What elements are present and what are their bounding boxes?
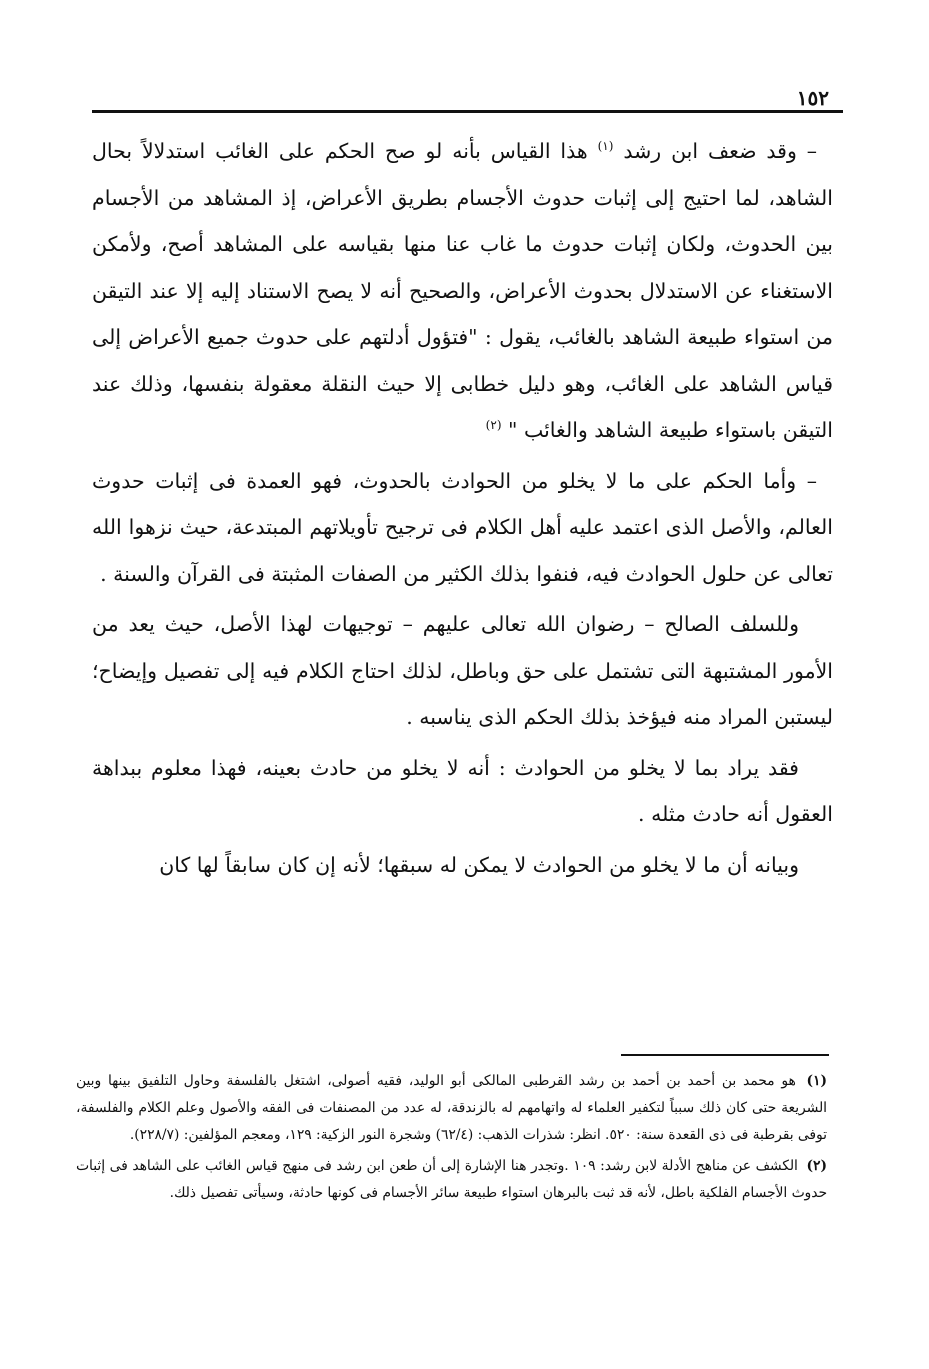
footnote-2 [76,1153,827,1207]
paragraph-4: فقد يراد بما لا يخلو من الحوادث : أنه لا يخلو من حادث بعينه، فهذا معلوم ببداهة العقول أنه حادث مثله . [92,755,833,826]
footnote-rule [621,1054,829,1056]
footnote-ref-1: (١) [597,139,614,154]
header-rule [92,110,843,113]
footnote-2-text: الكشف عن مناهج الأدلة لابن رشد: ١٠٩ .وتجدر هنا الإشارة إلى أن طعن ابن رشد فى منهج قياس الغائب على الشاهد فى إثبات حدوث الأجسام الفلكية باطل، لأنه قد ثبت بالبرهان استواء طبيعة سائر الأجسام فى كونها حادثة، وسيأتى تفصيل ذلك. [76,1158,827,1201]
paragraph-1-text: هذا القياس بأنه لو صح الحكم على الغائب استدلالاً بحال الشاهد، لما احتيج إلى إثبات حدوث الأجسام بطريق الأعراض، إذ المشاهد من الأجسام بين الحدوث، ولكان إثبات حدوث ما غاب عنا منها بقياسه على المشاهد أصح، ولأمكن الاستغناء عن الاستدلال بحدوث الأعراض، والصحيح أنه لا يصح الاستناد إليه إلا عند التيقن من استواء طبيعة الشاهد بالغائب، يقول : "فتؤول أدلتهم على حدوث جميع الأعراض إلى قياس الشاهد على الغائب، وهو دليل خطابى إلا حيث النقلة معقولة بنفسها، وذلك عند التيقن باستواء طبيعة الشاهد والغائب " [92,139,833,442]
paragraph-1 [92,128,833,454]
footnote-1 [76,1068,827,1149]
footnote-ref-2: (٢) [485,418,502,433]
page-number: ١٥٢ [796,86,829,110]
footnote-1-text: هو محمد بن أحمد بن أحمد بن رشد القرطبى المالكى أبو الوليد، فقيه أصولى، اشتغل بالفلسفة وحاول التلفيق بينها وبين الشريعة حتى كان ذلك سبباً لتكفير العلماء له واتهامهم له بالزندقة، له عدد من المصنفات فى الفقه والأصول وعلم الكلام والفلسفة، توفى بقرطبة فى ذى القعدة سنة: ٥٢٠. انظر: شذرات الذهب: (٦٢/٤) وشجرة النور الزكية: ١٢٩، ومعجم المؤلفين: (٢٢٨/٧). [76,1073,827,1143]
footnotes [76,1068,827,1211]
paragraph-2: – وأما الحكم على ما لا يخلو من الحوادث بالحدوث، فهو العمدة فى إثبات حدوث العالم، والأصل الذى اعتمد عليه أهل الكلام فى ترجيح تأويلاتهم المبتدعة، حيث نزهوا الله تعالى عن حلول الحوادث فيه، فنفوا بذلك الكثير من الصفات المثبتة فى القرآن والسنة . [92,468,833,586]
main-text [92,128,833,892]
footnote-2-number: (٢) [806,1158,827,1174]
footnote-1-number: (١) [806,1073,827,1089]
paragraph-5: وبيانه أن ما لا يخلو من الحوادث لا يمكن له سبقها؛ لأنه إن كان سابقاً لها كان [159,852,799,877]
paragraph-3: وللسلف الصالح – رضوان الله تعالى عليهم – توجيهات لهذا الأصل، حيث يعد من الأمور المشتبهة التى تشتمل على حق وباطل، لذلك احتاج الكلام فيه إلى تفصيل وإيضاح؛ ليستبن المراد منه فيؤخذ بذلك الحكم الذى يناسبه . [92,612,833,729]
paragraph-1-start: – وقد ضعف ابن رشد [623,139,817,163]
